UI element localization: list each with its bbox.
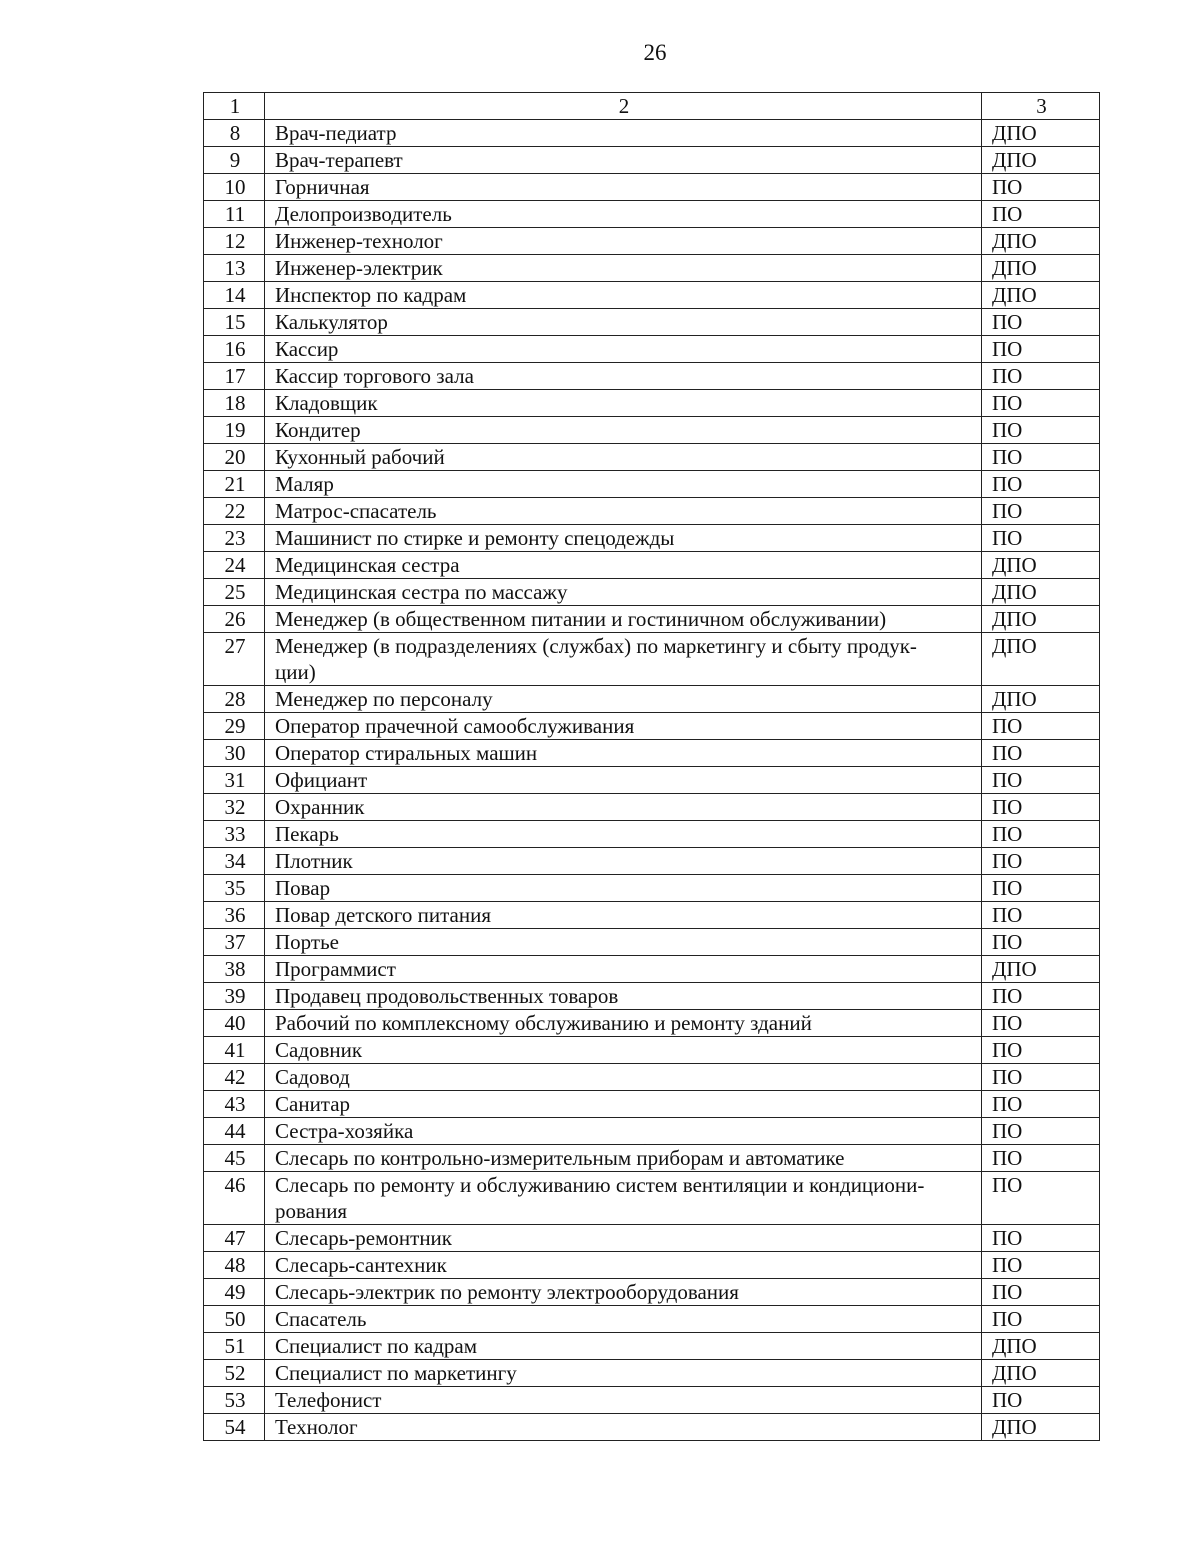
table-row xyxy=(204,444,1100,471)
profession-name: Слесарь по ремонту и обслуживанию систем вентиляции и кондициони- рования xyxy=(265,1172,982,1225)
education-type: ПО xyxy=(982,1118,1100,1145)
education-type: ПО xyxy=(982,1387,1100,1414)
profession-name: Слесарь-ремонтник xyxy=(265,1225,982,1252)
row-number: 41 xyxy=(204,1037,265,1064)
profession-name: Медицинская сестра xyxy=(265,552,982,579)
profession-name: Программист xyxy=(265,956,982,983)
profession-name: Повар xyxy=(265,875,982,902)
table-row xyxy=(204,902,1100,929)
education-type: ПО xyxy=(982,929,1100,956)
table-row xyxy=(204,417,1100,444)
row-number: 14 xyxy=(204,282,265,309)
table-row xyxy=(204,525,1100,552)
profession-name: Рабочий по комплексному обслуживанию и ремонту зданий xyxy=(265,1010,982,1037)
education-type: ПО xyxy=(982,1037,1100,1064)
profession-name: Специалист по маркетингу xyxy=(265,1360,982,1387)
education-type: ПО xyxy=(982,174,1100,201)
education-type: ПО xyxy=(982,417,1100,444)
profession-name: Оператор стиральных машин xyxy=(265,740,982,767)
row-number: 51 xyxy=(204,1333,265,1360)
table-header-row xyxy=(204,93,1100,120)
profession-name: Специалист по кадрам xyxy=(265,1333,982,1360)
row-number: 19 xyxy=(204,417,265,444)
education-type: ПО xyxy=(982,1306,1100,1333)
education-type: ПО xyxy=(982,1172,1100,1225)
row-number: 25 xyxy=(204,579,265,606)
education-type: ПО xyxy=(982,983,1100,1010)
profession-name: Плотник xyxy=(265,848,982,875)
education-type: ПО xyxy=(982,902,1100,929)
education-type: ДПО xyxy=(982,1360,1100,1387)
profession-name: Продавец продовольственных товаров xyxy=(265,983,982,1010)
row-number: 35 xyxy=(204,875,265,902)
table-row xyxy=(204,390,1100,417)
profession-name: Слесарь по контрольно-измерительным приборам и автоматике xyxy=(265,1145,982,1172)
profession-name: Менеджер (в подразделениях (службах) по маркетингу и сбыту продук- ции) xyxy=(265,633,982,686)
table-row xyxy=(204,875,1100,902)
table-row xyxy=(204,228,1100,255)
education-type: ПО xyxy=(982,1252,1100,1279)
table-row xyxy=(204,1333,1100,1360)
education-type: ПО xyxy=(982,848,1100,875)
header-col-1: 1 xyxy=(204,93,265,120)
profession-name: Инженер-электрик xyxy=(265,255,982,282)
row-number: 52 xyxy=(204,1360,265,1387)
profession-name: Кассир торгового зала xyxy=(265,363,982,390)
table-row xyxy=(204,579,1100,606)
education-type: ПО xyxy=(982,1064,1100,1091)
page-number: 26 xyxy=(643,40,667,65)
row-number: 15 xyxy=(204,309,265,336)
education-type: ПО xyxy=(982,309,1100,336)
profession-name: Технолог xyxy=(265,1414,982,1441)
education-type: ПО xyxy=(982,1010,1100,1037)
education-type: ПО xyxy=(982,740,1100,767)
education-type: ПО xyxy=(982,444,1100,471)
row-number: 17 xyxy=(204,363,265,390)
profession-name: Делопроизводитель xyxy=(265,201,982,228)
table-row xyxy=(204,740,1100,767)
education-type: ДПО xyxy=(982,120,1100,147)
row-number: 21 xyxy=(204,471,265,498)
education-type: ДПО xyxy=(982,633,1100,686)
education-type: ДПО xyxy=(982,606,1100,633)
row-number: 29 xyxy=(204,713,265,740)
row-number: 37 xyxy=(204,929,265,956)
row-number: 9 xyxy=(204,147,265,174)
table-row xyxy=(204,929,1100,956)
row-number: 53 xyxy=(204,1387,265,1414)
table-row xyxy=(204,848,1100,875)
profession-name: Оператор прачечной самообслуживания xyxy=(265,713,982,740)
row-number: 26 xyxy=(204,606,265,633)
education-type: ДПО xyxy=(982,686,1100,713)
education-type: ДПО xyxy=(982,228,1100,255)
education-type: ДПО xyxy=(982,1414,1100,1441)
education-type: ПО xyxy=(982,767,1100,794)
table-row xyxy=(204,1360,1100,1387)
profession-name: Повар детского питания xyxy=(265,902,982,929)
table-row xyxy=(204,1279,1100,1306)
table-row xyxy=(204,1145,1100,1172)
profession-name: Портье xyxy=(265,929,982,956)
table-row xyxy=(204,633,1100,686)
profession-name: Кухонный рабочий xyxy=(265,444,982,471)
row-number: 31 xyxy=(204,767,265,794)
row-number: 8 xyxy=(204,120,265,147)
table-row xyxy=(204,147,1100,174)
table-row xyxy=(204,498,1100,525)
table-row xyxy=(204,1306,1100,1333)
table-row xyxy=(204,201,1100,228)
table-row xyxy=(204,794,1100,821)
profession-name: Врач-терапевт xyxy=(265,147,982,174)
row-number: 10 xyxy=(204,174,265,201)
profession-name: Слесарь-сантехник xyxy=(265,1252,982,1279)
row-number: 36 xyxy=(204,902,265,929)
table-row xyxy=(204,1064,1100,1091)
education-type: ПО xyxy=(982,1145,1100,1172)
education-type: ДПО xyxy=(982,282,1100,309)
education-type: ДПО xyxy=(982,1333,1100,1360)
education-type: ПО xyxy=(982,201,1100,228)
table-row xyxy=(204,174,1100,201)
profession-name: Пекарь xyxy=(265,821,982,848)
education-type: ПО xyxy=(982,1225,1100,1252)
profession-name: Машинист по стирке и ремонту спецодежды xyxy=(265,525,982,552)
header-col-2: 2 xyxy=(265,93,982,120)
profession-name: Охранник xyxy=(265,794,982,821)
profession-name: Инспектор по кадрам xyxy=(265,282,982,309)
table-row xyxy=(204,363,1100,390)
row-number: 30 xyxy=(204,740,265,767)
table-row xyxy=(204,1037,1100,1064)
row-number: 47 xyxy=(204,1225,265,1252)
profession-name: Врач-педиатр xyxy=(265,120,982,147)
profession-name: Кондитер xyxy=(265,417,982,444)
education-type: ДПО xyxy=(982,956,1100,983)
table-row xyxy=(204,713,1100,740)
row-number: 12 xyxy=(204,228,265,255)
profession-name: Медицинская сестра по массажу xyxy=(265,579,982,606)
education-type: ПО xyxy=(982,794,1100,821)
education-type: ПО xyxy=(982,821,1100,848)
row-number: 34 xyxy=(204,848,265,875)
table-row xyxy=(204,1118,1100,1145)
education-type: ПО xyxy=(982,1091,1100,1118)
table-row xyxy=(204,282,1100,309)
header-col-3: 3 xyxy=(982,93,1100,120)
row-number: 24 xyxy=(204,552,265,579)
table-row xyxy=(204,983,1100,1010)
row-number: 22 xyxy=(204,498,265,525)
education-type: ПО xyxy=(982,363,1100,390)
row-number: 54 xyxy=(204,1414,265,1441)
row-number: 28 xyxy=(204,686,265,713)
row-number: 39 xyxy=(204,983,265,1010)
profession-name: Садовод xyxy=(265,1064,982,1091)
table-row xyxy=(204,120,1100,147)
row-number: 38 xyxy=(204,956,265,983)
table-row xyxy=(204,821,1100,848)
table-row xyxy=(204,1387,1100,1414)
row-number: 27 xyxy=(204,633,265,686)
profession-name: Менеджер по персоналу xyxy=(265,686,982,713)
table-row xyxy=(204,686,1100,713)
education-type: ПО xyxy=(982,336,1100,363)
profession-name: Менеджер (в общественном питании и гостиничном обслуживании) xyxy=(265,606,982,633)
row-number: 42 xyxy=(204,1064,265,1091)
row-number: 45 xyxy=(204,1145,265,1172)
row-number: 23 xyxy=(204,525,265,552)
profession-name: Маляр xyxy=(265,471,982,498)
row-number: 44 xyxy=(204,1118,265,1145)
profession-name: Санитар xyxy=(265,1091,982,1118)
row-number: 49 xyxy=(204,1279,265,1306)
education-type: ПО xyxy=(982,1279,1100,1306)
profession-name: Кассир xyxy=(265,336,982,363)
table-row xyxy=(204,956,1100,983)
profession-name: Калькулятор xyxy=(265,309,982,336)
table-row xyxy=(204,606,1100,633)
education-type: ПО xyxy=(982,390,1100,417)
education-type: ПО xyxy=(982,471,1100,498)
education-type: ПО xyxy=(982,525,1100,552)
row-number: 43 xyxy=(204,1091,265,1118)
profession-name: Инженер-технолог xyxy=(265,228,982,255)
profession-name: Кладовщик xyxy=(265,390,982,417)
table-row xyxy=(204,1172,1100,1225)
row-number: 13 xyxy=(204,255,265,282)
row-number: 33 xyxy=(204,821,265,848)
row-number: 46 xyxy=(204,1172,265,1225)
row-number: 20 xyxy=(204,444,265,471)
profession-name: Сестра-хозяйка xyxy=(265,1118,982,1145)
row-number: 50 xyxy=(204,1306,265,1333)
table-row xyxy=(204,1091,1100,1118)
table-row xyxy=(204,552,1100,579)
profession-name: Официант xyxy=(265,767,982,794)
table-row xyxy=(204,1010,1100,1037)
row-number: 18 xyxy=(204,390,265,417)
row-number: 40 xyxy=(204,1010,265,1037)
education-type: ПО xyxy=(982,713,1100,740)
profession-name: Слесарь-электрик по ремонту электрооборудования xyxy=(265,1279,982,1306)
row-number: 32 xyxy=(204,794,265,821)
row-number: 11 xyxy=(204,201,265,228)
table-row xyxy=(204,336,1100,363)
education-type: ДПО xyxy=(982,147,1100,174)
table-row xyxy=(204,1225,1100,1252)
table-body xyxy=(204,120,1100,1441)
profession-name: Телефонист xyxy=(265,1387,982,1414)
profession-name: Матрос-спасатель xyxy=(265,498,982,525)
education-type: ПО xyxy=(982,498,1100,525)
table-row xyxy=(204,255,1100,282)
table-row xyxy=(204,767,1100,794)
row-number: 48 xyxy=(204,1252,265,1279)
education-type: ДПО xyxy=(982,579,1100,606)
row-number: 16 xyxy=(204,336,265,363)
table-row xyxy=(204,1414,1100,1441)
table-row xyxy=(204,309,1100,336)
professions-table xyxy=(203,92,1100,1441)
education-type: ДПО xyxy=(982,552,1100,579)
profession-name: Садовник xyxy=(265,1037,982,1064)
education-type: ПО xyxy=(982,875,1100,902)
profession-name: Горничная xyxy=(265,174,982,201)
table-row xyxy=(204,471,1100,498)
table-row xyxy=(204,1252,1100,1279)
education-type: ДПО xyxy=(982,255,1100,282)
profession-name: Спасатель xyxy=(265,1306,982,1333)
